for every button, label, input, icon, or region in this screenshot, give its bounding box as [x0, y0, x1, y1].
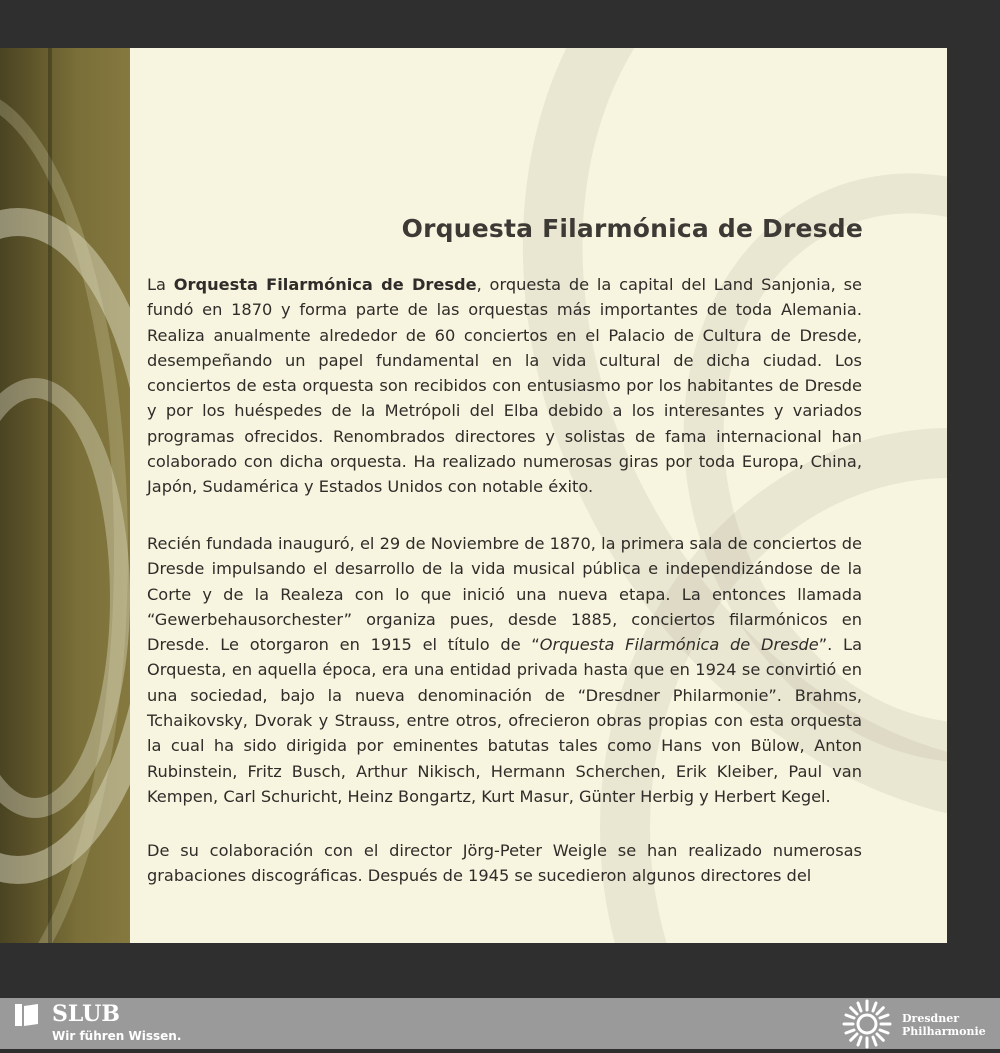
partner-name-line2: Philharmonie: [902, 1025, 986, 1038]
orchestra-title-italic: Orquesta Filarmónica de Dresde: [539, 635, 819, 655]
partner-name: [902, 1012, 998, 1038]
paragraph-history-after: ”. La Orquesta, en aquella época, era una entidad privada hasta que en 1924 se convirtió en una sociedad, bajo la nueva denominación de “Dresdner Philarmonie”. Brahms, Tchaikovsky, Dvorak y Strauss, entre otros, ofrecieron obras propias con esta orquesta la cual ha sido dirigida por eminentes batutas tales como Hans von Bülow, Anton Rubinstein, Fritz Busch, Arthur Nikisch, Hermann Scherchen, Erik Kleiber, Paul van Kempen, Carl Schuricht, Heinz Bongartz, Kurt Masur, Günter Herbig y Herbert Kegel.: [147, 635, 862, 806]
paragraph-history: [147, 531, 862, 809]
slub-tagline: Wir führen Wissen.: [52, 1029, 182, 1043]
partner-name-line1: Dresdner: [902, 1012, 960, 1025]
slub-logo-text: SLUB: [52, 1001, 120, 1027]
orchestra-name-bold: Orquesta Filarmónica de Dresde: [173, 275, 477, 294]
sunburst-logo-icon: [842, 999, 892, 1049]
book-icon: [14, 1003, 40, 1027]
booklet-page: [130, 48, 947, 943]
paragraph-recordings: De su colaboración con el director Jörg-Peter Weigle se han realizado numerosas grabaciones discográficas. Después de 1945 se sucedieron algunos directores del: [147, 841, 862, 886]
page-title: Orquesta Filarmónica de Dresde: [401, 214, 863, 243]
paragraph-intro: [147, 272, 862, 500]
paragraph-intro-lead: La: [147, 275, 174, 294]
footer-bar: [0, 998, 1000, 1049]
booklet-left-panel: [0, 48, 130, 943]
paragraph-history-before: Recién fundada inauguró, el 29 de Noviembre de 1870, la primera sala de conciertos de Dresde impulsando el desarrollo de la vida musical pública e independizándose de la Corte y de la Realeza con lo que inició una nueva etapa. La entonces llamada “Gewerbehausorchester” organiza pues, desde 1885, conciertos filarmónicos en Dresde. Le otorgaron en 1915 el título de “: [147, 534, 862, 655]
paragraph-intro-rest: , orquesta de la capital del Land Sanjonia, se fundó en 1870 y forma parte de las orquestas más importantes de toda Alemania. Realiza anualmente alrededor de 60 conciertos en el Palacio de Cultura de Dresde, desempeñando un papel fundamental en la vida cultural de dicha ciudad. Los conciertos de esta orquesta son recibidos con entusiasmo por los habitantes de Dresde y por los huéspedes de la Metrópoli del Elba debido a los interesantes y variados programas ofrecidos. Renombrados directores y solistas de fama internacional han colaborado con dicha orquesta. Ha realizado numerosas giras por toda Europa, China, Japón, Sudamérica y Estados Unidos con notable éxito.: [147, 275, 862, 497]
